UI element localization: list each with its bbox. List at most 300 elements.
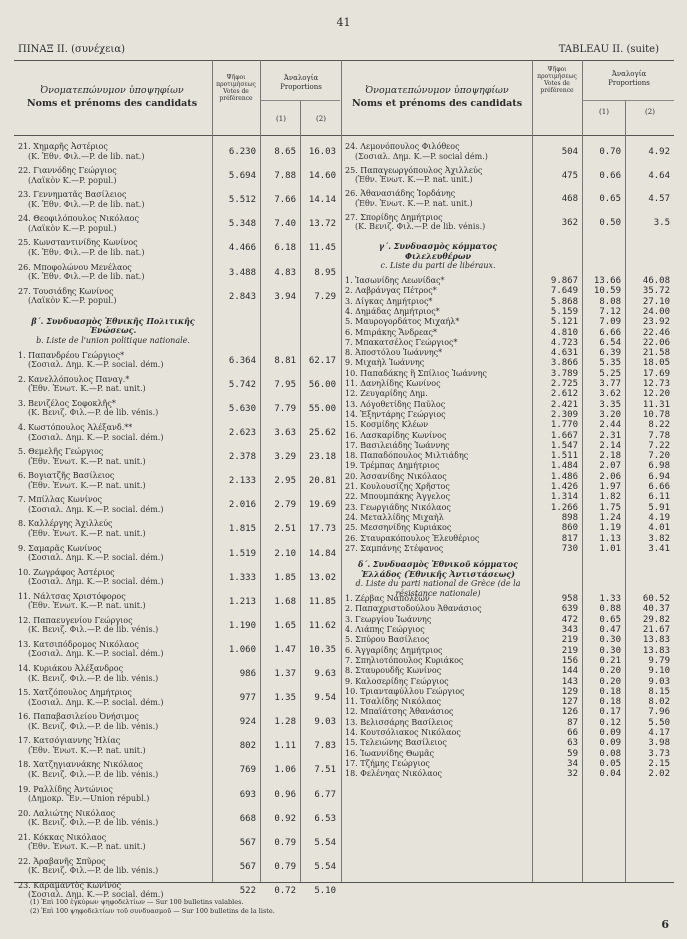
candidate-party: (Λαϊκὸν Κ.—P. popul.) [28, 175, 117, 185]
proportion-2-value: 11.45 [308, 243, 336, 254]
candidate-party: (Κ. Βενιζ. Φιλ.—P. de lib. vénis.) [28, 866, 159, 876]
candidate-row [345, 677, 449, 687]
candidate-row [345, 451, 468, 461]
right-prop1-heading: (1) [599, 108, 609, 116]
candidate-name: 16. Παπαβασιλείου Ὀνήσιμος [18, 712, 139, 722]
candidate-party: (Ἐθν. Ἑνωτ. Κ.—P. nat. unit.) [28, 480, 146, 490]
proportion-1-value: 2.79 [274, 500, 296, 511]
candidate-party: (Κ. Βενιζ. Φιλ.—P. de lib. vénis.) [28, 769, 159, 779]
candidate-name: 25. Παπαγεωργόπουλος Ἀχιλλεύς [345, 165, 483, 175]
proportion-1-value: 2.06 [599, 471, 621, 482]
proportion-1-value: 0.12 [599, 717, 621, 728]
sub-rule [582, 100, 674, 101]
proportion-2-value: 27.10 [642, 296, 670, 307]
candidate-row [345, 431, 446, 441]
votes-value: 693 [239, 789, 256, 800]
proportion-1-value: 2.18 [599, 451, 621, 462]
candidate-row [18, 809, 158, 828]
candidate-row [18, 375, 146, 394]
proportion-1-value: 0.79 [274, 861, 296, 872]
candidate-name: 15. Τελειώνης Βασίλειος [345, 738, 447, 748]
votes-value: 986 [239, 669, 256, 679]
candidate-row [345, 461, 439, 471]
votes-value: 977 [239, 693, 256, 704]
candidate-name: 1. Ζέρβας Ναπολέων [345, 594, 430, 604]
proportion-2-value: 56.00 [308, 379, 336, 390]
proportion-2-value: 11.85 [308, 596, 336, 607]
votes-value: 1.815 [228, 524, 256, 535]
candidate-name: 7. Μπακατσέλος Γεώργιος* [345, 337, 458, 347]
candidate-row [18, 760, 158, 779]
votes-value: 6.364 [228, 355, 256, 366]
proportion-2-value: 12.20 [642, 389, 670, 400]
candidate-row [345, 534, 479, 544]
candidate-row [18, 519, 146, 538]
votes-value: 4.466 [228, 243, 256, 254]
right-names-heading: Ὀνοματεπώνυμον ὑποψηφίων Noms et prénoms des candidats [351, 85, 523, 109]
proportion-2-value: 7.29 [314, 291, 336, 302]
candidate-row [345, 738, 447, 748]
candidate-name: 9. Καλοσερίδης Γεώργιος [345, 676, 449, 686]
votes-value: 5.512 [228, 195, 256, 206]
candidate-row [345, 594, 430, 604]
section-heading [18, 317, 208, 346]
candidate-name: 24. Μεταλλίδης Μιχαὴλ [345, 512, 444, 522]
section-heading [345, 560, 531, 598]
proportion-2-value: 5.10 [314, 885, 336, 896]
candidate-row [345, 482, 450, 492]
votes-value: 4.723 [550, 337, 578, 348]
proportion-2-value: 29.82 [642, 614, 670, 625]
proportion-1-value: 7.09 [599, 317, 621, 328]
votes-value: 2.421 [550, 399, 578, 410]
candidate-row [345, 276, 445, 286]
proportion-2-value: 11.31 [642, 399, 670, 410]
candidate-name: 8. Ἀποστόλου Ἰωάννης* [345, 348, 443, 358]
proportion-2-value: 14.84 [308, 548, 336, 559]
proportion-1-value: 1.82 [599, 492, 621, 503]
proportion-1-value: 1.24 [599, 512, 621, 523]
proportion-1-value: 0.92 [274, 813, 296, 824]
proportion-2-value: 4.17 [648, 728, 670, 738]
proportion-2-value: 19.69 [308, 500, 336, 511]
candidate-name: 6. Μπιράκης Ἄνδρεας* [345, 327, 437, 337]
candidate-name: 7. Μπίλλας Κωνίνος [18, 495, 102, 505]
col-rule [212, 60, 213, 882]
proportion-1-value: 1.06 [274, 765, 296, 776]
proportion-2-value: 40.37 [642, 604, 670, 615]
proportion-2-value: 11.62 [308, 620, 336, 631]
candidate-name: 25. Κωνσταντινίδης Κωνίνος [18, 238, 138, 248]
proportion-2-value: 35.72 [642, 286, 670, 297]
proportion-2-value: 4.01 [648, 523, 670, 534]
candidate-name: 10. Ζωγράφος Ἀστέριος [18, 567, 115, 577]
proportion-2-value: 8.15 [648, 686, 670, 697]
candidate-row [345, 728, 461, 738]
proportion-1-value: 7.40 [274, 219, 296, 230]
votes-value: 817 [561, 533, 578, 544]
candidate-name: 27. Τουσιάδης Κωνίνος [18, 286, 114, 296]
candidate-row [345, 420, 428, 430]
votes-value: 5.348 [228, 219, 256, 230]
candidate-row [18, 736, 146, 755]
proportion-2-value: 6.53 [314, 813, 336, 824]
proportion-2-value: 13.83 [642, 635, 670, 646]
proportion-2-value: 4.92 [648, 147, 670, 157]
candidate-party: (Κ. Ἐθν. Φιλ.—P. de lib. nat.) [28, 247, 145, 257]
votes-value: 127 [561, 697, 578, 708]
proportion-1-value: 1.97 [599, 482, 621, 492]
candidate-row [345, 328, 437, 338]
candidate-row [18, 688, 163, 707]
proportion-1-value: 0.50 [599, 217, 621, 228]
proportion-2-value: 60.52 [642, 594, 670, 605]
proportion-2-value: 17.69 [642, 368, 670, 379]
candidate-row [18, 712, 158, 731]
header-right: TABLEAU II. (suite) [558, 44, 659, 55]
candidate-name: 22. Μπουμπάκης Ἀγγελος [345, 492, 450, 502]
votes-value: 860 [561, 523, 578, 534]
proportion-1-value: 6.66 [599, 327, 621, 338]
proportion-1-value: 7.79 [274, 403, 296, 414]
candidate-party: (Ἐθν. Ἑνωτ. Κ.—P. nat. unit.) [355, 175, 473, 184]
top-rule [14, 60, 674, 61]
candidate-row [345, 348, 442, 358]
votes-value: 219 [561, 645, 578, 656]
candidate-party: (Σοσιαλ. Δημ. Κ.—P. social. dém.) [28, 360, 164, 370]
candidate-party: (Ἐθν. Ἑνωτ. Κ.—P. nat. unit.) [28, 745, 146, 755]
proportion-2-value: 22.06 [642, 337, 670, 348]
candidate-name: 8. Σταυρουδῆς Κωνίνος [345, 666, 442, 676]
candidate-row [345, 544, 443, 554]
proportion-2-value: 17.73 [308, 524, 336, 535]
proportion-1-value: 7.66 [274, 195, 296, 206]
votes-value: 522 [239, 885, 256, 896]
proportion-2-value: 7.20 [648, 451, 670, 462]
section-title-greek: δ΄. Συνδυασμὸς Ἐθνικοῦ κόμματος Ἑλλάδος (Ἐθνικῆς Ἀντιστάσεως) [357, 559, 518, 579]
proportion-1-value: 2.51 [274, 524, 296, 535]
proportion-2-value: 25.62 [308, 428, 336, 438]
candidate-party: (Κ. Βενιζ. Φιλ.—P. de lib. vénis.) [355, 222, 486, 231]
proportion-1-value: 2.14 [599, 440, 621, 451]
votes-value: 802 [239, 741, 256, 752]
proportion-2-value: 7.78 [648, 430, 670, 441]
proportion-1-value: 0.18 [599, 686, 621, 697]
votes-value: 1.770 [550, 420, 578, 431]
candidate-name: 18. Παπαδόπουλος Μιλτιάδης [345, 451, 469, 461]
proportion-1-value: 6.39 [599, 348, 621, 359]
candidate-row [345, 523, 451, 533]
votes-value: 2.623 [228, 428, 256, 438]
left-prop2-heading: (2) [316, 115, 326, 123]
proportion-1-value: 10.59 [593, 286, 621, 297]
candidate-name: 1. Ἰασωνίδης Λεωνίδας* [345, 276, 445, 285]
candidate-row [345, 389, 428, 399]
proportion-2-value: 13.83 [642, 645, 670, 656]
candidate-party: (Σοσιαλ. Δημ. Κ.—P. social. dém.) [28, 697, 164, 707]
votes-value: 143 [561, 676, 578, 687]
proportion-1-value: 0.30 [599, 635, 621, 646]
candidate-name: 7. Σπηλιοτόπουλος Κυριάκος [345, 655, 464, 665]
proportion-2-value: 9.03 [314, 717, 336, 728]
candidate-name: 21. Κόκκας Νικόλαος [18, 832, 107, 842]
proportion-2-value: 8.95 [314, 267, 336, 278]
proportion-2-value: 23.92 [642, 317, 670, 328]
candidate-party: (Σοσιαλ. Δημ. Κ.—P. social. dém.) [28, 649, 164, 659]
votes-value: 1.314 [550, 492, 578, 503]
candidate-name: 18. Φελένηας Νικόλαος [345, 769, 442, 779]
votes-value: 87 [567, 717, 578, 728]
proportion-1-value: 1.28 [274, 717, 296, 728]
candidate-row [345, 379, 441, 389]
proportion-2-value: 3.82 [648, 533, 670, 544]
candidate-row [18, 399, 158, 418]
votes-value: 34 [567, 758, 578, 769]
proportion-2-value: 14.14 [308, 195, 336, 206]
proportion-2-value: 18.05 [642, 358, 670, 369]
proportion-1-value: 1.33 [599, 594, 621, 605]
proportion-2-value: 7.51 [314, 765, 336, 776]
right-prop2-heading: (2) [645, 108, 655, 116]
proportion-1-value: 0.96 [274, 789, 296, 800]
proportion-2-value: 55.00 [308, 403, 336, 414]
candidate-row [345, 697, 441, 707]
votes-value: 475 [561, 170, 578, 181]
candidate-row [18, 166, 117, 185]
votes-value: 1.519 [228, 548, 256, 559]
candidate-name: 4. Δημάδας Δημήτριος* [345, 306, 440, 316]
proportion-2-value: 16.03 [308, 147, 336, 157]
candidate-party: (Σοσιαλ. Δημ. Κ.—P. social. dém.) [28, 577, 164, 587]
votes-value: 6.230 [228, 147, 256, 157]
proportion-1-value: 1.47 [274, 644, 296, 655]
candidate-party: (Κ. Βενιζ. Φιλ.—P. de lib. vénis.) [28, 625, 159, 635]
section-title-french: b. Liste de l'union politique nationale. [36, 335, 190, 345]
candidate-name: 5. Θεμελῆς Γεώργιος [18, 447, 104, 457]
candidate-name: 19. Ραλλίδης Ἀντώνιος [18, 784, 113, 794]
candidate-name: 27. Σπορίδης Δημήτριος [345, 212, 443, 222]
votes-value: 219 [561, 635, 578, 646]
votes-value: 1.486 [550, 471, 578, 482]
proportion-2-value: 4.19 [648, 512, 670, 523]
proportion-2-value: 5.91 [648, 502, 670, 513]
candidate-name: 20. Λαλιώτης Νικόλαος [18, 808, 116, 818]
candidate-row [18, 142, 144, 161]
proportion-2-value: 6.11 [648, 492, 670, 503]
candidate-name: 9. Μιχαὴλ Ἰωάννης [345, 358, 425, 368]
proportion-1-value: 0.21 [599, 655, 621, 666]
proportion-1-value: 0.47 [599, 625, 621, 635]
votes-value: 1.190 [228, 620, 256, 631]
proportion-1-value: 2.10 [274, 548, 296, 559]
candidate-name: 22. Ἀραβανῆς Σπῦρος [18, 856, 106, 866]
votes-value: 32 [567, 769, 578, 780]
proportion-2-value: 6.94 [648, 471, 670, 482]
proportion-1-value: 13.66 [593, 276, 621, 286]
proportion-2-value: 3.73 [648, 748, 670, 759]
left-prop-heading: Ἀναλογία Proportions [280, 74, 322, 91]
candidate-row [18, 640, 163, 659]
proportion-1-value: 1.19 [599, 523, 621, 534]
candidate-name: 16. Λασκαρίδης Κωνίνος [345, 430, 447, 440]
proportion-2-value: 6.98 [648, 461, 670, 472]
candidate-name: 24. Θεοφιλόπουλος Νικόλαος [18, 214, 139, 224]
candidate-party: (Κ. Βενιζ. Φιλ.—P. de lib. vénis.) [28, 818, 159, 828]
proportion-1-value: 3.20 [599, 409, 621, 420]
candidate-name: 1. Παπανδρέου Γεώργιος* [18, 350, 125, 360]
candidate-row [345, 338, 458, 348]
proportion-1-value: 7.95 [274, 379, 296, 390]
proportion-1-value: 0.05 [599, 758, 621, 769]
proportion-2-value: 20.81 [308, 476, 336, 487]
votes-value: 2.378 [228, 452, 256, 463]
votes-value: 1.484 [550, 461, 578, 472]
header-left: ΠΙΝΑΞ II. (συνέχεια) [18, 44, 125, 55]
proportion-1-value: 6.18 [274, 243, 296, 254]
proportion-2-value: 5.54 [314, 861, 336, 872]
proportion-1-value: 0.66 [599, 170, 621, 181]
candidate-name: 20. Ἀσσανίδης Νικόλαος [345, 471, 447, 481]
candidate-name: 23. Γεωργιάδης Νικόλαος [345, 502, 451, 512]
votes-value: 5.868 [550, 296, 578, 307]
candidate-name: 27. Σαμπάνης Στέφανος [345, 543, 444, 553]
votes-value: 4.631 [550, 348, 578, 359]
col-rule [341, 60, 342, 882]
proportion-1-value: 0.09 [599, 738, 621, 749]
proportion-1-value: 0.08 [599, 748, 621, 759]
votes-value: 668 [239, 813, 256, 824]
votes-value: 1.266 [550, 502, 578, 513]
votes-value: 66 [567, 728, 578, 738]
candidate-party: (Σοσιαλ. Δημ. Κ.—P. social. dém.) [28, 504, 164, 514]
candidate-name: 25. Μεσσηνίδης Κυριάκος [345, 523, 452, 533]
proportion-1-value: 0.20 [599, 666, 621, 677]
col-rule [582, 60, 583, 882]
proportion-2-value: 10.78 [642, 409, 670, 420]
candidate-name: 2. Λαβράνγας Πέτρος* [345, 286, 437, 296]
candidate-party: (Ἐθν. Ἑνωτ. Κ.—P. nat. unit.) [28, 842, 146, 852]
candidate-row [18, 833, 146, 852]
candidate-row [18, 423, 163, 442]
candidate-name: 6. Βογιατζῆς Βασίλειος [18, 471, 115, 481]
left-votes-heading: Ψῆφοι προτιμήσεως Votes de préférence [216, 74, 256, 102]
votes-value: 958 [561, 594, 578, 605]
votes-value: 129 [561, 686, 578, 697]
proportion-2-value: 7.83 [314, 741, 336, 752]
left-prop1-heading: (1) [276, 115, 286, 123]
proportion-1-value: 1.65 [274, 620, 296, 631]
candidate-row [18, 471, 146, 490]
proportion-2-value: 5.54 [314, 837, 336, 848]
candidate-party: (Κ. Βενιζ. Φιλ.—P. de lib. vénis.) [28, 721, 159, 731]
candidate-row [345, 472, 447, 482]
votes-value: 2.016 [228, 500, 256, 511]
candidate-row [18, 495, 163, 514]
candidate-name: 23. Γεννηματᾶς Βασίλειος [18, 190, 127, 200]
votes-value: 7.649 [550, 286, 578, 297]
candidate-name: 5. Σπύρου Βασίλειος [345, 635, 430, 645]
proportion-1-value: 2.07 [599, 461, 621, 472]
candidate-row [18, 568, 163, 587]
candidate-name: 17. Βασιλειάδης Ἰωάννης [345, 440, 450, 450]
proportion-2-value: 3.5 [653, 217, 670, 228]
candidate-row [18, 287, 116, 306]
votes-value: 5.742 [228, 379, 256, 390]
candidate-name: 10. Παπαδάκης ἢ Σπίλιος Ἰωάννης [345, 368, 487, 378]
candidate-row [345, 769, 442, 779]
candidate-row [345, 503, 451, 513]
candidate-name: 4. Κωστόπουλος Ἀλέξανδ.** [18, 423, 133, 432]
candidate-name: 13. Λόγοθετίδης Παῦλος [345, 399, 446, 409]
proportion-1-value: 3.94 [274, 291, 296, 302]
candidate-row [345, 666, 441, 676]
votes-value: 1.333 [228, 572, 256, 583]
votes-value: 63 [567, 738, 578, 749]
proportion-2-value: 14.60 [308, 171, 336, 182]
candidate-name: 14. Κυριάκου Ἀλέξανδρος [18, 664, 124, 673]
votes-value: 126 [561, 707, 578, 718]
candidate-party: (Κ. Βενιζ. Φιλ.—P. de lib. vénis.) [28, 673, 159, 683]
candidate-row [345, 749, 434, 759]
proportion-2-value: 9.63 [314, 669, 336, 679]
candidate-row [345, 625, 425, 635]
candidate-party: (Σοσιαλ. Δημ. Κ.—P. social. dém.) [28, 890, 164, 900]
candidate-row [18, 881, 163, 900]
proportion-1-value: 8.81 [274, 355, 296, 366]
proportion-1-value: 5.35 [599, 358, 621, 369]
candidate-party: (Λαϊκὸν Κ.—P. popul.) [28, 296, 117, 306]
proportion-1-value: 0.20 [599, 676, 621, 687]
votes-value: 3.789 [550, 368, 578, 379]
candidate-row [345, 166, 482, 185]
candidate-row [345, 307, 440, 317]
candidate-row [345, 635, 429, 645]
col-rule [300, 100, 301, 882]
votes-value: 567 [239, 837, 256, 848]
votes-value: 5.121 [550, 317, 578, 328]
proportion-2-value: 4.57 [648, 194, 670, 204]
footnote-2: (2) Ἐπὶ 100 ψηφοδελτίων τοῦ συνδυασμοῦ — Sur 100 bulletins de la liste. [30, 907, 275, 915]
candidate-name: 11. Νάλτσας Χριστόφορος [18, 591, 126, 601]
votes-value: 144 [561, 666, 578, 677]
candidate-name: 3. Γεωργίου Ἰωάννης [345, 614, 432, 624]
candidate-name: 21. Κουλουσίζης Χρῆστος [345, 482, 450, 491]
votes-value: 472 [561, 614, 578, 625]
candidate-row [18, 857, 158, 876]
proportion-1-value: 0.88 [599, 604, 621, 615]
proportion-2-value: 3.41 [648, 543, 670, 554]
votes-value: 769 [239, 765, 256, 776]
proportion-1-value: 1.75 [599, 502, 621, 513]
candidate-name: 13. Βελισσάρης Βασίλειος [345, 717, 453, 727]
proportion-2-value: 9.03 [648, 676, 670, 687]
candidate-name: 22. Γιαννόδης Γεώργιος [18, 166, 117, 176]
candidate-name: 12. Παπαευγενίου Γεώργιος [18, 615, 133, 625]
proportion-2-value: 9.54 [314, 693, 336, 704]
candidate-party: (Σοσιαλ. Δημ. Κ.—P. social dém.) [355, 151, 488, 161]
votes-value: 1.060 [228, 644, 256, 655]
candidate-name: 6. Ἀγγαρίδης Δημήτριος [345, 645, 443, 655]
candidate-row [18, 263, 144, 282]
proportion-1-value: 8.65 [274, 147, 296, 157]
candidate-row [345, 656, 463, 666]
right-prop-heading: Ἀναλογία Proportions [608, 70, 650, 87]
candidate-row [345, 369, 487, 379]
candidate-row [345, 410, 446, 420]
candidate-name: 2. Κανελλόπουλος Παναγ.* [18, 374, 130, 384]
proportion-1-value: 5.25 [599, 368, 621, 379]
candidate-row [345, 400, 445, 410]
